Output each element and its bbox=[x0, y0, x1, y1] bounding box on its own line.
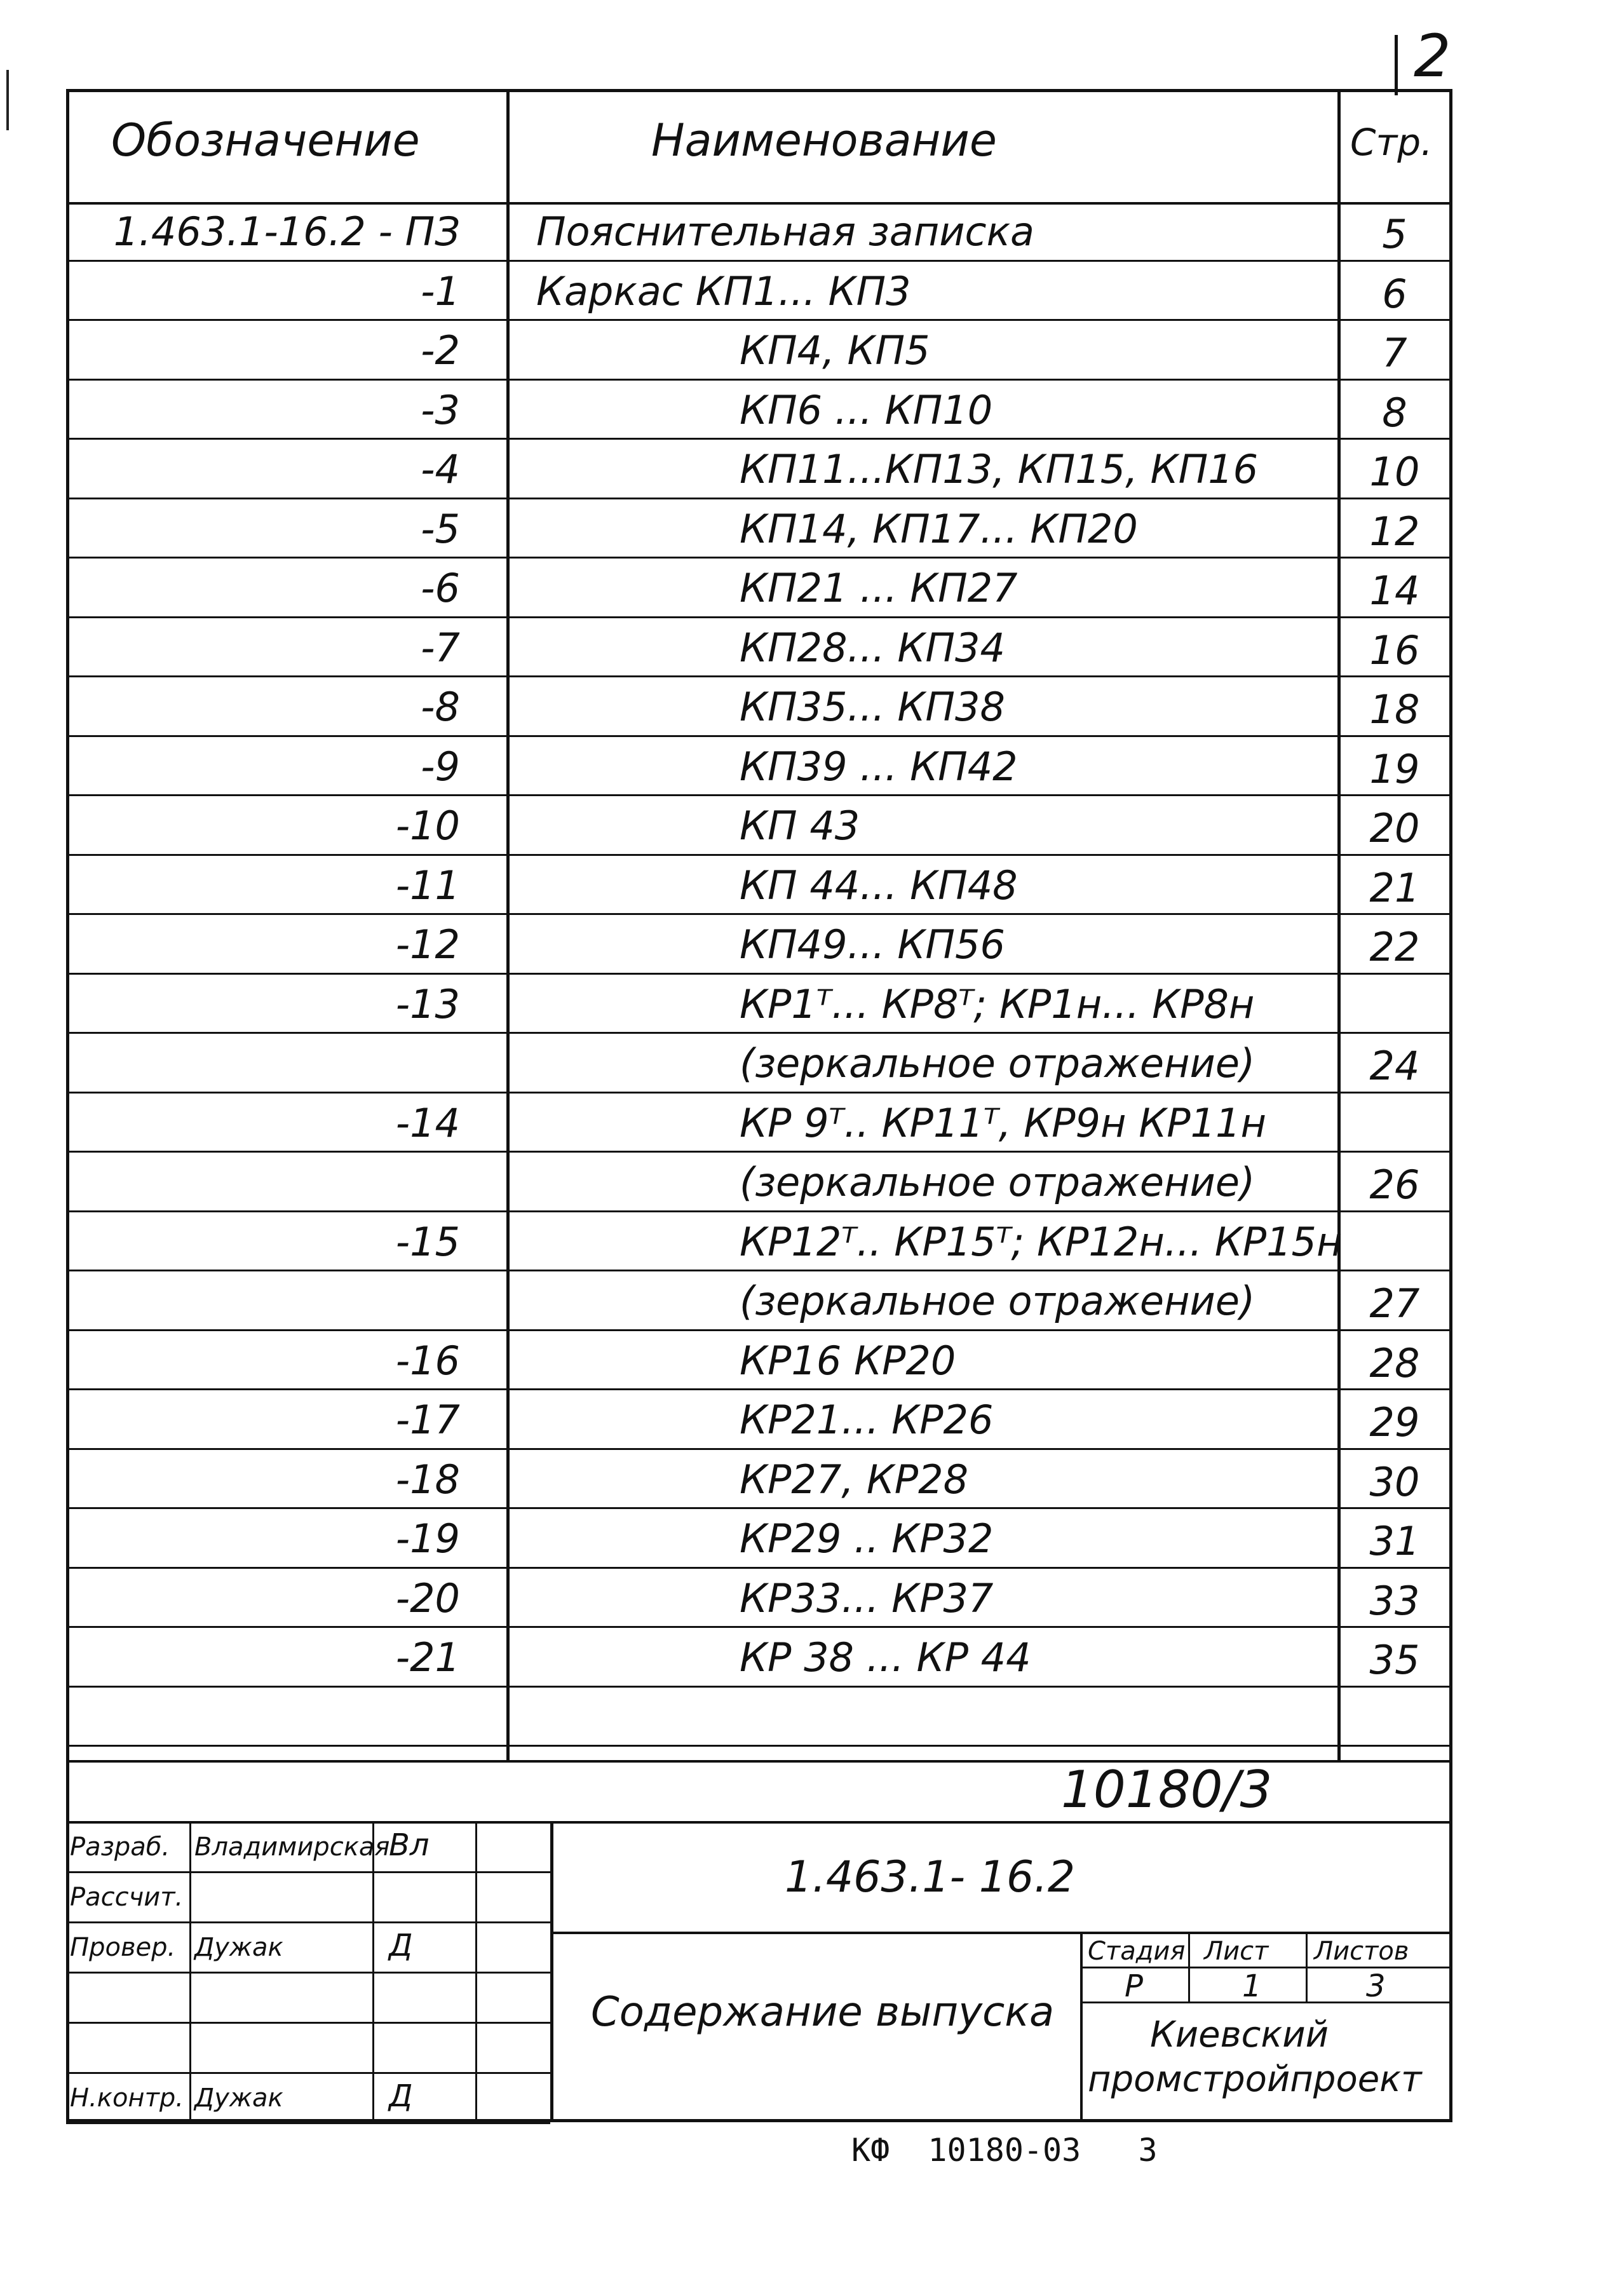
row-name: КР27, КР28 bbox=[740, 1456, 969, 1503]
row-page: 14 bbox=[1369, 567, 1420, 614]
row-designation: -5 bbox=[421, 505, 460, 552]
row-page: 7 bbox=[1382, 330, 1407, 376]
row-name: КР29 .. КР32 bbox=[740, 1515, 994, 1562]
row-designation: -1 bbox=[421, 268, 460, 315]
tb-person-name: Дужак bbox=[194, 2083, 283, 2113]
row-page: 31 bbox=[1369, 1518, 1420, 1564]
row-page: 6 bbox=[1382, 270, 1407, 317]
table-row bbox=[66, 1628, 1452, 1688]
row-page: 12 bbox=[1369, 508, 1420, 555]
row-designation: -12 bbox=[395, 921, 460, 968]
row-designation: -16 bbox=[395, 1337, 460, 1384]
tb-role-rule bbox=[66, 1921, 550, 1923]
table-row bbox=[66, 677, 1452, 737]
tb-role-rule bbox=[66, 1972, 550, 1974]
sheet-value: 1 bbox=[1242, 1968, 1262, 2004]
row-designation: -6 bbox=[421, 565, 460, 611]
row-designation: -8 bbox=[421, 684, 460, 730]
tb-person-name: Владимирская bbox=[194, 1832, 390, 1862]
row-page: 5 bbox=[1382, 211, 1407, 257]
row-name: КР12ᵀ.. КР15ᵀ; КР12н... КР15н bbox=[740, 1218, 1343, 1265]
row-name: КП21 ... КП27 bbox=[740, 565, 1018, 611]
row-designation: -17 bbox=[395, 1397, 460, 1443]
tb-role-rule bbox=[66, 2072, 550, 2074]
table-row bbox=[66, 321, 1452, 381]
table-row bbox=[66, 1331, 1452, 1391]
row-name: КР33... КР37 bbox=[740, 1575, 994, 1622]
row-name: КП 43 bbox=[740, 803, 860, 849]
row-name: Каркас КП1... КП3 bbox=[536, 268, 911, 315]
row-name: (зеркальное отражение) bbox=[740, 1278, 1255, 1324]
table-row bbox=[66, 1688, 1452, 1747]
row-name: КП39 ... КП42 bbox=[740, 743, 1018, 790]
tb-signature: Д bbox=[389, 1928, 413, 1963]
table-row bbox=[66, 1509, 1452, 1569]
table-row bbox=[66, 915, 1452, 975]
table-row bbox=[66, 440, 1452, 499]
row-page: 33 bbox=[1369, 1577, 1420, 1624]
header-designation: Обозначение bbox=[111, 114, 420, 166]
table-row bbox=[66, 1450, 1452, 1510]
stage-value: Р bbox=[1125, 1968, 1143, 2004]
row-page: 20 bbox=[1369, 805, 1420, 851]
row-name: КП 44... КП48 bbox=[740, 862, 1018, 909]
tb-role-label: Провер. bbox=[70, 1933, 176, 1962]
table-row bbox=[66, 559, 1452, 618]
header-page: Стр. bbox=[1350, 121, 1433, 164]
stage-label: Стадия bbox=[1088, 1937, 1186, 1966]
tb-role-rule bbox=[66, 1871, 550, 1873]
row-page: 10 bbox=[1369, 449, 1420, 495]
row-page: 16 bbox=[1369, 627, 1420, 674]
row-page: 21 bbox=[1369, 864, 1420, 911]
row-page: 18 bbox=[1369, 686, 1420, 733]
row-designation: -10 bbox=[395, 803, 460, 849]
tb-role-label: Н.контр. bbox=[70, 2083, 184, 2113]
row-designation: -2 bbox=[421, 327, 460, 374]
row-name: КР 38 ... КР 44 bbox=[740, 1634, 1031, 1681]
sheets-value: 3 bbox=[1366, 1968, 1386, 2004]
row-page: 22 bbox=[1369, 924, 1420, 970]
table-row bbox=[66, 202, 1452, 262]
table-row bbox=[66, 1271, 1452, 1331]
footer-stamp: КФ 10180-03 3 bbox=[851, 2132, 1158, 2169]
table-row bbox=[66, 1212, 1452, 1272]
row-designation: -7 bbox=[421, 624, 460, 671]
tb-role-label: Рассчит. bbox=[70, 1883, 184, 1912]
row-name: КП14, КП17... КП20 bbox=[740, 505, 1138, 552]
tb-divider-stage-block bbox=[1080, 1932, 1083, 2122]
table-row bbox=[66, 618, 1452, 678]
tb-signature: Д bbox=[389, 2078, 413, 2114]
row-designation: -13 bbox=[395, 980, 460, 1027]
row-name: (зеркальное отражение) bbox=[740, 1040, 1255, 1087]
page-number: 2 bbox=[1414, 22, 1451, 90]
tb-divider-date bbox=[550, 1821, 553, 2122]
row-designation: -4 bbox=[421, 446, 460, 492]
table-row bbox=[66, 499, 1452, 559]
row-name: КП49... КП56 bbox=[740, 921, 1005, 968]
row-designation: -11 bbox=[395, 862, 460, 909]
row-name: КР1ᵀ... КР8ᵀ; КР1н... КР8н bbox=[740, 980, 1255, 1027]
sheets-label: Листов bbox=[1314, 1937, 1409, 1966]
row-designation: 1.463.1-16.2 - ПЗ bbox=[113, 208, 460, 255]
tb-role-rule bbox=[66, 2022, 550, 2024]
table-row bbox=[66, 1390, 1452, 1450]
table-row bbox=[66, 262, 1452, 322]
inventory-number: 10180/3 bbox=[1061, 1760, 1273, 1819]
tb-role-label: Разраб. bbox=[70, 1832, 170, 1862]
table-row bbox=[66, 1034, 1452, 1094]
sheet-label: Лист bbox=[1204, 1937, 1269, 1966]
row-page: 8 bbox=[1382, 389, 1407, 436]
row-page: 30 bbox=[1369, 1458, 1420, 1505]
row-page: 19 bbox=[1369, 745, 1420, 792]
title-block-rule bbox=[66, 1821, 1452, 1824]
row-name: КП6 ... КП10 bbox=[740, 386, 993, 433]
table-row bbox=[66, 381, 1452, 440]
table-row bbox=[66, 1569, 1452, 1629]
row-page: 26 bbox=[1369, 1162, 1420, 1208]
tb-code-rule bbox=[550, 1932, 1452, 1934]
tb-signature: Вл bbox=[389, 1827, 430, 1863]
row-page: 35 bbox=[1369, 1637, 1420, 1683]
row-page: 27 bbox=[1369, 1280, 1420, 1327]
row-designation: -20 bbox=[395, 1575, 460, 1622]
row-designation: -21 bbox=[395, 1634, 460, 1681]
row-page: 29 bbox=[1369, 1399, 1420, 1446]
table-row bbox=[66, 975, 1452, 1034]
row-name: (зеркальное отражение) bbox=[740, 1159, 1255, 1205]
row-rule bbox=[66, 1745, 1452, 1747]
organization-line-2: промстройпроект bbox=[1088, 2059, 1422, 2100]
tb-person-name: Дужак bbox=[194, 1933, 283, 1962]
page-number-divider bbox=[1395, 35, 1398, 95]
table-row bbox=[66, 856, 1452, 916]
row-designation: -3 bbox=[421, 386, 460, 433]
row-name: Пояснительная записка bbox=[536, 208, 1035, 255]
margin-mark bbox=[6, 70, 9, 130]
row-page: 24 bbox=[1369, 1043, 1420, 1089]
tb-role-rule bbox=[66, 2122, 550, 2124]
row-designation: -14 bbox=[395, 1099, 460, 1146]
row-name: КП28... КП34 bbox=[740, 624, 1005, 671]
row-name: КР21... КР26 bbox=[740, 1397, 994, 1443]
row-name: КР16 КР20 bbox=[740, 1337, 956, 1384]
row-name: КР 9ᵀ.. КР11ᵀ, КР9н КР11н bbox=[740, 1099, 1267, 1146]
row-name: КП4, КП5 bbox=[740, 327, 930, 374]
table-row bbox=[66, 737, 1452, 797]
row-designation: -19 bbox=[395, 1515, 460, 1562]
organization-line-1: Киевский bbox=[1150, 2014, 1329, 2056]
table-row bbox=[66, 796, 1452, 856]
row-designation: -18 bbox=[395, 1456, 460, 1503]
row-name: КП11...КП13, КП15, КП16 bbox=[740, 446, 1259, 492]
row-name: КП35... КП38 bbox=[740, 684, 1005, 730]
table-row bbox=[66, 1153, 1452, 1212]
header-name: Наименование bbox=[651, 114, 997, 166]
table-row bbox=[66, 1094, 1452, 1153]
row-page: 28 bbox=[1369, 1339, 1420, 1386]
row-designation: -9 bbox=[421, 743, 460, 790]
document-title: Содержание выпуска bbox=[591, 1989, 1055, 2036]
document-code: 1.463.1- 16.2 bbox=[785, 1852, 1076, 1902]
row-designation: -15 bbox=[395, 1218, 460, 1265]
